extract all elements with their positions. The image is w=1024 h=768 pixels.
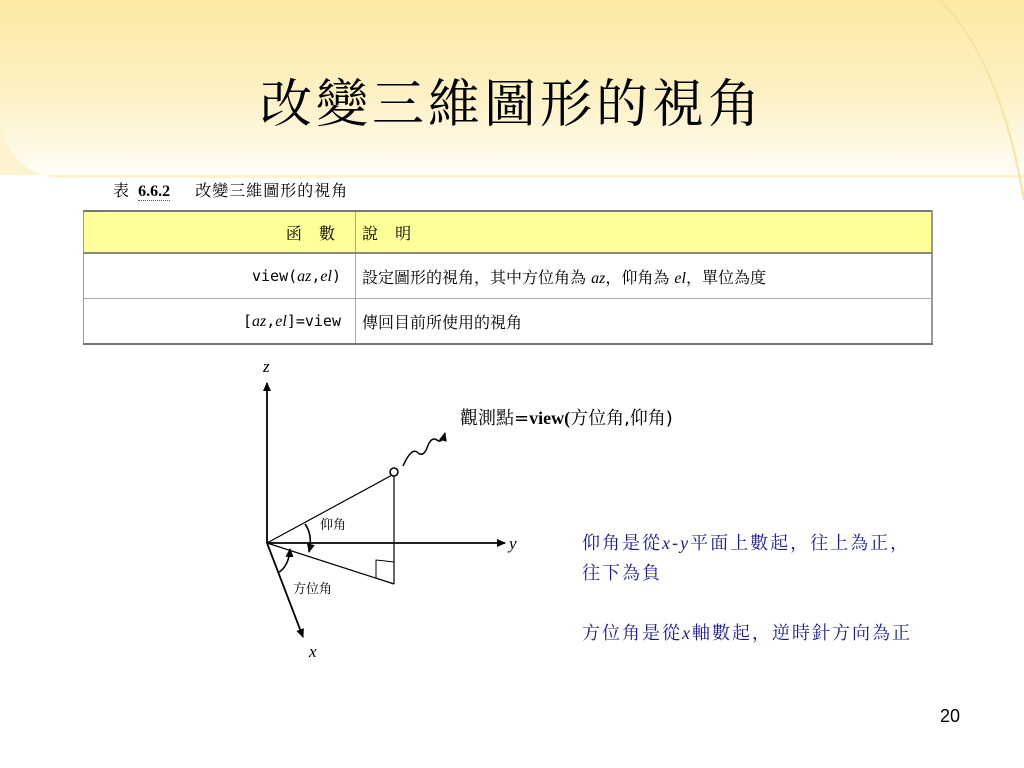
note-text: 軸數起，逆時針方向為正 bbox=[692, 623, 912, 644]
func-text: view( bbox=[252, 267, 298, 285]
caption-text: 改變三維圖形的視角 bbox=[195, 181, 349, 200]
slide-title: 改變三維圖形的視角 bbox=[259, 75, 764, 135]
note-text: 方位角是從 bbox=[582, 623, 682, 644]
viewpoint-marker bbox=[390, 468, 398, 476]
desc-var-el: el bbox=[674, 269, 686, 287]
func-arg-el: el bbox=[275, 313, 287, 330]
note-var-x: x bbox=[682, 623, 692, 643]
func-arg-az: az bbox=[252, 313, 267, 330]
desc-text: 傳回目前所使用的視角 bbox=[362, 312, 523, 332]
func-text: ) bbox=[331, 267, 341, 285]
viewpoint-label-args: 方位角,仰角) bbox=[570, 408, 673, 429]
viewpoint-label-prefix: 觀測點= bbox=[460, 408, 530, 429]
caption-number: 6.6.2 bbox=[138, 183, 171, 200]
note-text: 平面上數起，往上為正，往下為負 bbox=[582, 533, 911, 584]
azimuth-arc bbox=[278, 549, 290, 573]
elevation-label: 仰角 bbox=[320, 518, 347, 533]
note-var-x: x bbox=[662, 533, 672, 553]
desc-text: ，仰角為 bbox=[605, 267, 675, 287]
note-text: - bbox=[672, 533, 681, 554]
desc-var-az: az bbox=[591, 269, 606, 287]
header-function: 函 數 bbox=[84, 211, 356, 253]
viewpoint-label-func: view( bbox=[529, 408, 571, 428]
note-text: 仰角是從 bbox=[582, 533, 662, 554]
func-arg-el: el bbox=[320, 268, 332, 285]
azimuth-note bbox=[582, 618, 927, 649]
func-comma: , bbox=[311, 267, 321, 285]
desc-text: ，單位為度 bbox=[685, 267, 766, 287]
desc-text: 設定圖形的視角，其中方位角為 bbox=[362, 267, 592, 287]
func-text: ]=view bbox=[286, 312, 341, 330]
header-description: 說 明 bbox=[356, 211, 933, 253]
leader-squiggle bbox=[403, 433, 445, 466]
note-var-y: y bbox=[680, 533, 691, 553]
z-axis-label: z bbox=[263, 357, 270, 376]
x-axis-label: x bbox=[309, 642, 317, 661]
right-angle-marker bbox=[376, 560, 394, 584]
func-comma: , bbox=[266, 312, 276, 330]
elevation-arc bbox=[305, 524, 310, 552]
viewpoint-label bbox=[460, 408, 673, 429]
azimuth-label: 方位角 bbox=[293, 582, 333, 597]
elevation-note bbox=[582, 528, 927, 589]
func-arg-az: az bbox=[297, 268, 312, 285]
y-axis-label: y bbox=[509, 534, 517, 553]
caption-prefix: 表 bbox=[113, 181, 130, 200]
func-text: [ bbox=[242, 312, 252, 330]
page-number: 20 bbox=[940, 706, 961, 726]
